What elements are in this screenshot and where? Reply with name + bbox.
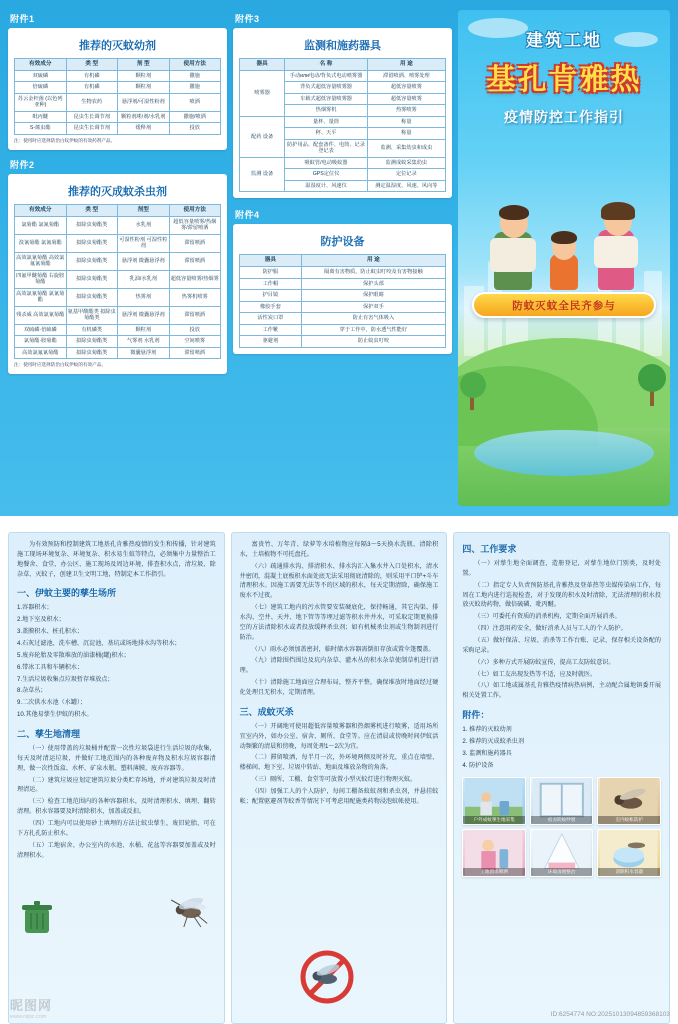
attachment1-card [8,28,227,150]
attachment2-card [8,174,227,374]
photo-item [462,829,526,877]
group-cell: 监测 设备 [240,157,285,192]
paragraph: （七）建筑工地内的污水管要安装硬底化，保持畅通，其它沟渠、排水沟、空井、天井、地下管等等埋过滤等积水井井水，可采取定期更换排空的方法清除积水或者投放缓释杀虫剂；如有机械杀虫剂或生物制剂进行防治。 [239,604,439,641]
table-row [15,82,221,94]
poster-line-1: 建筑工地 [526,31,602,50]
cell: 保护眼睛 [301,290,445,302]
section-heading-2: 二、孳生地清理 [17,729,81,740]
tree-icon [460,372,486,398]
cell: 拟除虫菊酯类 [66,347,118,359]
mother-shirt [594,236,638,268]
table-row [240,116,446,128]
cell: 隔离有害物质，防止蚊虫叮咬及有害物接触 [301,267,445,279]
th-2: 剂 型 [118,59,170,71]
cell: 量杯、量筒 [285,116,367,128]
paragraph: （四）注意用药安全，做好消杀人员与工人的个人防护。 [474,625,627,633]
paragraph: 4. 防护设备 [462,761,494,769]
photo-caption: 户外成蚊孳生地采集 [463,816,525,824]
cell: 监测、采集幼虫和成虫 [367,139,445,157]
cell: 滞留喷洒 [169,306,221,324]
cell: 投放 [169,123,221,135]
cell: 穿于工作中，防水透气性能好 [301,324,445,336]
cell: 有机磷 [66,70,118,82]
attachment1-label: 附件1 [10,14,35,24]
table-row [240,336,446,348]
section-3-lead: 富贵竹、万年青、绿萝等水培植物应每隔3～5天换水洗瓶、清除积水，土培植物不可托盘托。 [239,541,439,558]
child-figure [542,218,586,290]
watermark-id: ID:6254774 NO:20251013094859368103 [550,1011,670,1018]
section-body-3 [240,562,439,698]
table-row [15,216,221,234]
father-figure [486,186,540,290]
poster-panel [458,10,670,506]
photo-item [530,777,594,825]
photo-item [597,829,661,877]
cell: 背负式超低容量喷雾器 [285,82,367,94]
attachments-list-heading: 附件： [462,710,490,721]
poster-headings [458,10,670,160]
paragraph: （四）加强工人的个人防护，每间工棚备蚊蚊剂和杀虫剂，并悬挂蚊帐；配置驱避剂等蚊香等情况下可考虑用配施类药物浸泡蚊帐使用。 [239,788,439,805]
cell: 氯菊酯·胺菊酯 [15,336,67,348]
cell: 保护双手 [301,301,445,313]
cell: 超低容量喷雾 [367,93,445,105]
panel-divider [0,516,678,524]
cell: 拟除虫菊酯类 [66,336,118,348]
cell: 超低容量喷雾 [367,82,445,94]
cell: 热雾机喷雾 [169,288,221,306]
group-cell: 喷雾器 [240,70,285,116]
paragraph: 5.废弃轮胎及零散堆放的油漆桶(罐)积水； [17,651,130,659]
th-2: 剂型 [118,204,170,216]
pond-shape [474,430,654,476]
paragraph: （三）检查工地范围内的各种容器积水，及时清理积水、填埋、翻转清理。积水容器要及时清除积水，加盖或反扣。 [17,798,216,816]
th-1: 名 称 [285,59,367,71]
attachment1-title: 推荐的灭蚊幼剂 [79,40,156,52]
cell: 双硫磷·倍硫磷 [15,324,67,336]
cell: 拟除虫菊酯类 [66,234,118,252]
section-heading-1: 一、伊蚊主要的孳生场所 [17,588,117,599]
cell: 撒施 [169,70,221,82]
paragraph: （六）疏通排水沟、排清积水、排水沟汇入集水井入口处积水，清水井密闭，混凝土底板积水面处底无法采用彻底清除的，则采用平口铲+斗车清理积水。因施工需要无法等不的区域的积水，每天定期清除，确保施工废水不过夜。 [239,562,439,600]
cell: 橡胶手套 [240,301,302,313]
photo-caption: 环境清理整治 [531,868,593,876]
table-row [240,324,446,336]
table-row [15,252,221,270]
cell: 称量 [367,128,445,140]
group-cell: 配药 设备 [240,116,285,157]
attachment1-note: 注：使用时应选择防治白纹伊蚊的有效药剂产品。 [14,137,116,143]
trash-bin-illustration [15,897,59,937]
section-body-5 [462,559,661,701]
cell: 拟除虫菊酯类 [66,270,118,288]
th-1: 用 途 [301,255,445,267]
cell: 高效氯氰菊酯 氯氰菊酯 [15,288,67,306]
inside-column-3 [453,532,670,1024]
cell: 颗粒剂 [118,82,170,94]
cell: 投放 [169,324,221,336]
paragraph: （一）使用带盖的垃圾桶并配置一次性垃圾袋进行生活垃圾的收集，每天及时清运垃圾，并做好工地范围内的各种废弃物及积水垃圾容器清理，做一次性饭盒、水杯、矿泉水瓶、塑料薄膜、废弃容器等。 [17,745,216,772]
cell: 乳油/水乳剂 [118,270,170,288]
cell: 拟除虫菊酯类 [66,216,118,234]
cell: 悬浮剂/可湿性粉剂 [118,93,170,111]
paragraph: （五）做好保洁、垃圾、消杀等工作台账、记录，保存相关设备配的采购记录。 [462,637,662,654]
cell: 倍硫磷 [15,82,67,94]
table-row [15,324,221,336]
table-row [15,270,221,288]
attachment4-card [233,224,452,353]
photo-item [530,829,594,877]
attachment2-label: 附件2 [10,159,35,170]
table-row [15,93,221,111]
attachment3-card [233,28,452,198]
cell: 残杀威 高效氯氰菊酯 [15,306,67,324]
cell: 吸蚊管/电动吸蚊器 [285,157,367,169]
cell: 护目镜 [240,290,302,302]
table-header-row [15,59,221,71]
watermark-text: 昵图网 [10,998,53,1013]
column-poster [458,10,670,506]
cell: 称量 [367,116,445,128]
cell: 拟除虫菊酯类 [66,288,118,306]
th-0: 器具 [240,255,302,267]
cell: 热雾剂 [118,288,170,306]
table-row [15,111,221,123]
paragraph: （八）如工地或属基孔肯雅热疫情病热病例，主动配合属地镇委开展相关处置工作。 [462,682,662,700]
inside-column-1 [8,532,225,1024]
paragraph: （八）雨水必须加盖密封，临时储水容器需倒扣存放或置伞篷覆盖。 [251,645,435,653]
brochure-inside [0,524,678,1024]
cell: 喷洒 [169,93,221,111]
paragraph: 2. 推荐的灭成蚊杀虫剂 [462,738,524,746]
cell: 滞留喷洒 [169,234,221,252]
mother-figure [588,182,644,290]
table-row [15,306,221,324]
cell: 昆虫生长调节剂 [66,111,118,123]
paragraph: （一）对孳生地全面调查，造册登记，对孳生地位门别类，及时处置。 [462,560,662,577]
intro-paragraph: 为有效预防和控制建筑工地基孔肯雅热疫情的发生和传播，针对建筑施工现场环境复杂、环境复杂、积水易生蚊等特点，必须集中力量整治工地餐舍、食堂、办公区、施工现场及周边环境，排查积水点，清垃圾、除杂草、灭蚊子，创建卫生文明工地，特制定本工作指引。 [17,541,216,578]
paragraph: （二）滞留喷洒，每半月一次，外环境两侧及时补充，重点在墙壁、楼梯间、地下室、垃圾中转站、地面及堆放杂物的角落。 [239,754,439,772]
child-hair [551,231,577,244]
cell: 超低容量喷雾/热烟雾/滞留喷洒 [169,216,221,234]
watermark [10,995,52,1020]
cell: 微囊悬浮剂 [118,347,170,359]
cell: 定位记录 [367,169,445,181]
paragraph: 9.二次供水水池（水罐）； [17,699,87,707]
paragraph: （三）可委托有资质的消杀机构，定期全面开展消杀。 [474,613,621,621]
cell: 撒施/喷洒 [169,111,221,123]
attachment4-label: 附件4 [235,210,260,221]
table-row [240,157,446,169]
paragraph: 1. 推荐的灭蚊幼剂 [462,726,512,734]
table-row [15,70,221,82]
father-hair [499,205,529,220]
tree-icon [638,364,666,392]
cell: 测定温湿度、风速、风向等 [367,180,445,192]
cell: 防护用品、配套备件、电筒、记录登记表 [285,139,367,157]
cell: 工作帽 [240,278,302,290]
attachments-list [462,725,661,770]
cell: 驱避剂 [240,336,302,348]
cell: 悬浮剂 微囊悬浮剂 [118,306,170,324]
cell: 空间喷雾 [169,336,221,348]
paragraph: （二）建筑垃圾应划定建筑垃圾分类贮存场地，并对建筑垃圾及时清理清运。 [17,776,216,794]
cell: 溴氰菊酯 氯氰菊酯 [15,234,67,252]
cell: 吡丙醚 [15,111,67,123]
cell: 水乳剂 [118,216,170,234]
paragraph: 1.容器积水； [17,604,53,612]
table-row [240,290,446,302]
cell: 监测成蚊采集幼虫 [367,157,445,169]
paragraph: （九）清除围挡围边及坑内杂草、灌木丛的积水杂草使制草机进行清理。 [239,657,439,675]
cell: 滞留喷洒 [169,347,221,359]
cell: 热雾喷雾 [367,105,445,117]
family-illustration [480,160,648,290]
cell: 秤、天平 [285,128,367,140]
cell: 拟除虫菊酯类 [66,252,118,270]
th-3: 使用方法 [169,59,221,71]
cell: 有机磷 [66,82,118,94]
photo-caption: 室内蚊帐防护 [598,816,660,824]
cell: 超低容量喷雾/热烟雾 [169,270,221,288]
attachment2-title: 推荐的灭成蚊杀虫剂 [68,185,167,198]
mother-hair [601,202,635,220]
table-row [240,313,446,325]
cell: 颗粒剂 [118,324,170,336]
cell: 车载式超低容量喷雾器 [285,93,367,105]
poster-ribbon: 防蚊灭蚊全民齐参与 [472,292,656,318]
attachment4-title: 防护设备 [320,236,365,249]
table-row [240,301,446,313]
paragraph: 7.生活垃圾收集点垃圾暂存堆放点； [17,675,114,683]
paragraph: （一）开阔地可使用超低容量喷雾器和热烟雾机进行喷雾，适用场所宜室内外，如办公室、宿舍、厕所、食堂等。应在清晨或傍晚时间伊蚊活动频繁的清晨和傍晚，每周处理1～2次为宜。 [239,722,439,750]
paragraph: （三）厕所、工棚、食堂等可放置小型灭蚊灯进行物理灭蚊。 [251,776,417,784]
cell: 可湿性粉剂 可湿性粒剂 [118,234,170,252]
cell: 手动или电动/背负式电动喷雾器 [285,70,367,82]
cell: 撒施 [169,82,221,94]
paragraph: 3. 监测和施药器具 [462,749,512,757]
th-0: 有效成分 [15,59,67,71]
paragraph: 4.石灰过滤池、洗车槽、沉淀池、基坑或场地排水沟等积水； [17,640,181,648]
attachment3-table [239,58,446,192]
table-row [15,336,221,348]
paragraph: 3.盖膜积水、桩孔积水； [17,628,84,636]
paragraph: （五）工地宿舍、办公室内的水池、水桶、花盆等容器要加盖或及时清理积水。 [17,841,216,859]
section-heading-5: 四、工作要求 [462,544,517,554]
inside-column-2 [231,532,448,1024]
cell: 保护头部 [301,278,445,290]
cell: 双硫磷 [15,70,67,82]
table-header-row [240,255,446,267]
cell: 滞留喷洒、喷雾处理 [367,70,445,82]
table-header-row [240,59,446,71]
table-row [15,347,221,359]
attachment4-table [239,254,446,347]
cell: 气雾剂 水乳剂 [118,336,170,348]
cell: GPS定位仪 [285,169,367,181]
cell: S-烯虫酯 [15,123,67,135]
mosquito-illustration [164,887,218,931]
photo-item [462,777,526,825]
attachment3-title: 监测和施药器具 [304,40,381,52]
table-row [15,288,221,306]
paragraph: （六）多种方式开展防蚊宣传，提高工友防蚊意识。 [474,658,615,666]
paragraph: 2.地下室及积水； [17,616,65,624]
cell: 氨基甲酸酯类 拟除虫菊酯类 [66,306,118,324]
attachment2-table [14,204,221,359]
column-attachments-3-4 [233,10,452,506]
cell: 防护服 [240,267,302,279]
cell: 滞留喷洒 [169,252,221,270]
cell: 温湿度计、风速仪 [285,180,367,192]
column-attachments-1-2 [8,10,227,506]
father-shirt [490,238,536,272]
cell: 防止蚊虫叮咬 [301,336,445,348]
cell: 热烟雾机 [285,105,367,117]
table-row [240,278,446,290]
cell: 颗粒剂/粉剂/水乳剂 [118,111,170,123]
photo-caption: 宿舍防蚊纱窗 [531,816,593,824]
photo-item [597,777,661,825]
section-heading-4: 三、成蚊灭杀 [239,706,294,717]
cell: 工作靴 [240,324,302,336]
cell: 苏云金杆菌 (以色列亚种) [15,93,67,111]
cell: 悬浮剂 微囊悬浮剂 [118,252,170,270]
table-row [15,123,221,135]
th-0: 器具 [240,59,285,71]
cell: 颗粒剂 [118,70,170,82]
table-header-row [15,204,221,216]
paragraph: （七）如工友出现发热等不适，应及时就医。 [474,670,597,678]
photo-caption: 工地消杀喷洒 [463,868,525,876]
th-1: 类 型 [66,204,118,216]
paragraph: （十）清除施工地面应合理布局，整齐平整，确保堆放时地面经过硬化处理且无积水，定期清理。 [239,679,439,697]
th-1: 类 型 [66,59,118,71]
attachment3-label: 附件3 [235,14,260,24]
cell: 活性炭口罩 [240,313,302,325]
cell: 缓释剂 [118,123,170,135]
table-row [240,70,446,82]
paragraph: 8.杂草丛； [17,687,47,695]
th-3: 使用方法 [169,204,221,216]
attachment1-table [14,58,221,135]
paragraph: （四）工地内可以使用砂土填埋的方法让蚊虫孳生，废旧轮胎，可在下方扎孔防止积水。 [17,820,216,837]
section-body-1 [17,603,216,720]
th-2: 用 途 [367,59,445,71]
no-mosquito-icon [292,947,362,1007]
poster-line-2: 基孔肯雅热 [486,64,642,96]
th-0: 有效成分 [15,204,67,216]
cell: 高效氯氰菊酯 高效氯氟氰菊酯 [15,252,67,270]
section-body-2 [17,744,216,860]
table-row [15,234,221,252]
paragraph: 10.其他易孳生伊蚊的积水。 [17,711,93,719]
poster-line-3: 疫情防控工作指引 [504,109,624,125]
paragraph: 6.带冰工具和车辆积水； [17,663,84,671]
section-body-4 [240,722,439,807]
cell: 高效氯氟氰菊酯 [15,347,67,359]
cell: 氯菊酯 氯氰菊酯 [15,216,67,234]
cell: 防止有害气体吸入 [301,313,445,325]
photo-caption: 清除积水容器 [598,868,660,876]
cell: 生物农药 [66,93,118,111]
table-row [240,267,446,279]
cell: 昆虫生长调节剂 [66,123,118,135]
cell: 四氟甲醚菊酯 右旋胺菊酯 [15,270,67,288]
photo-grid [462,777,661,877]
paragraph: （二）指定专人负责预防基孔肯雅热及登革热等虫媒传染病工作，每周在工地内进行巡视检查，对于发现的积水及时清除，无法清理的积水投放灭蚊幼药物，做倍硫磷、吡丙醚。 [462,581,662,609]
attachment2-note: 注：使用时应选择防治白纹伊蚊的有效产品。 [14,362,106,368]
watermark-sub: www.nipic.com [10,1014,47,1020]
cell: 有机磷类 [66,324,118,336]
